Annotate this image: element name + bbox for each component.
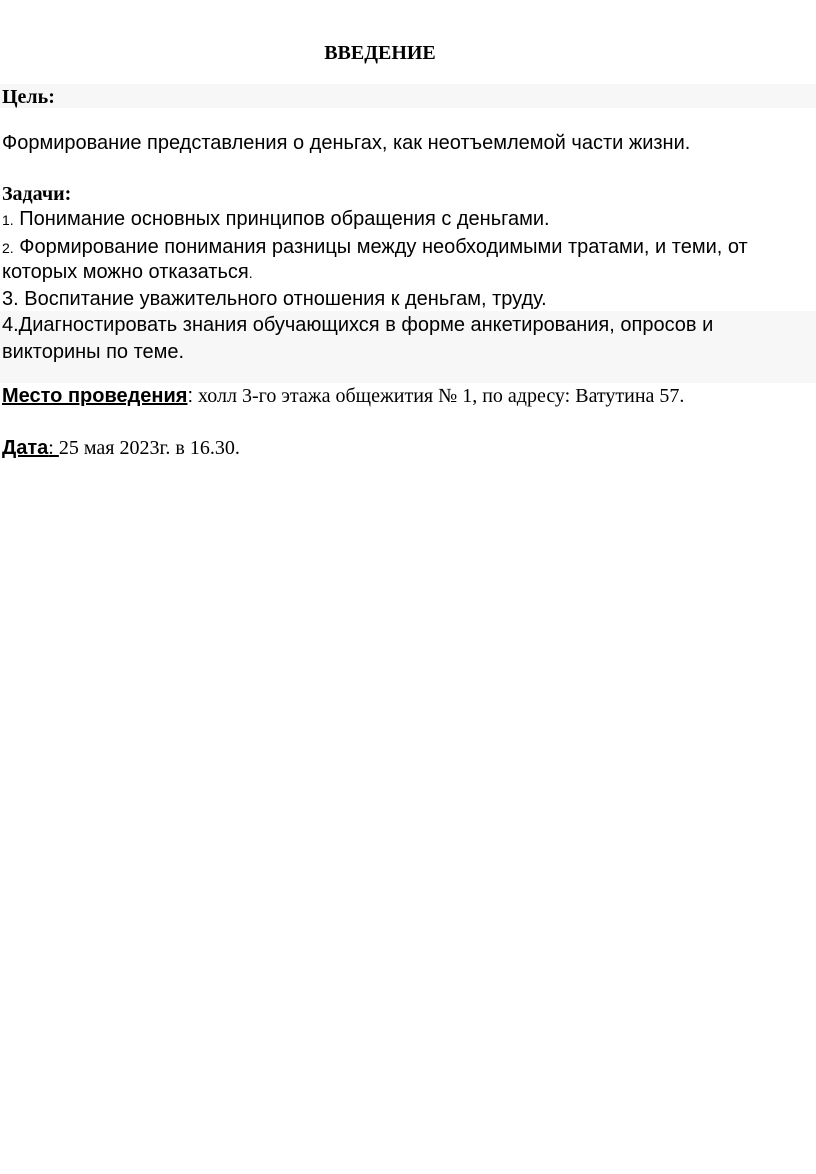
document-title: ВВЕДЕНИЕ [324, 42, 436, 64]
goal-text: Формирование представления о деньгах, как неотъемлемой части жизни. [2, 132, 691, 154]
date-line [2, 435, 240, 461]
place-text: холл 3-го этажа общежития № 1, по адресу: Ватутина 57. [193, 385, 685, 407]
goal-heading: Цель: [2, 86, 55, 108]
tasks-heading: Задачи: [2, 183, 72, 205]
task-item-2-end: . [248, 265, 253, 281]
task-item-1 [2, 206, 550, 233]
task-item-1-number: 1. [2, 212, 14, 228]
task-item-2-continuation-text: которых можно отказаться [2, 261, 249, 283]
place-line [2, 383, 684, 409]
task-item-2-continuation [2, 259, 253, 286]
place-colon: : [187, 385, 194, 407]
task-item-3: 3. Воспитание уважительного отношения к деньгам, труду. [2, 288, 547, 310]
date-colon: : [48, 437, 59, 459]
goal-heading-shade [0, 84, 816, 108]
task-item-1-text: Понимание основных принципов обращения с деньгами. [13, 208, 550, 230]
date-label: Дата [2, 437, 49, 459]
task-item-2-number: 2. [2, 240, 14, 256]
date-text: 25 мая 2023г. в 16.30. [58, 437, 240, 459]
place-label: Место проведения [2, 385, 188, 407]
task-item-2 [2, 234, 748, 261]
task-item-4-continuation: викторины по теме. [2, 341, 185, 363]
task-item-4: 4.Диагностировать знания обучающихся в форме анкетирования, опросов и [2, 314, 714, 336]
task-item-2-text: Формирование понимания разницы между необходимыми тратами, и теми, от [13, 236, 748, 258]
